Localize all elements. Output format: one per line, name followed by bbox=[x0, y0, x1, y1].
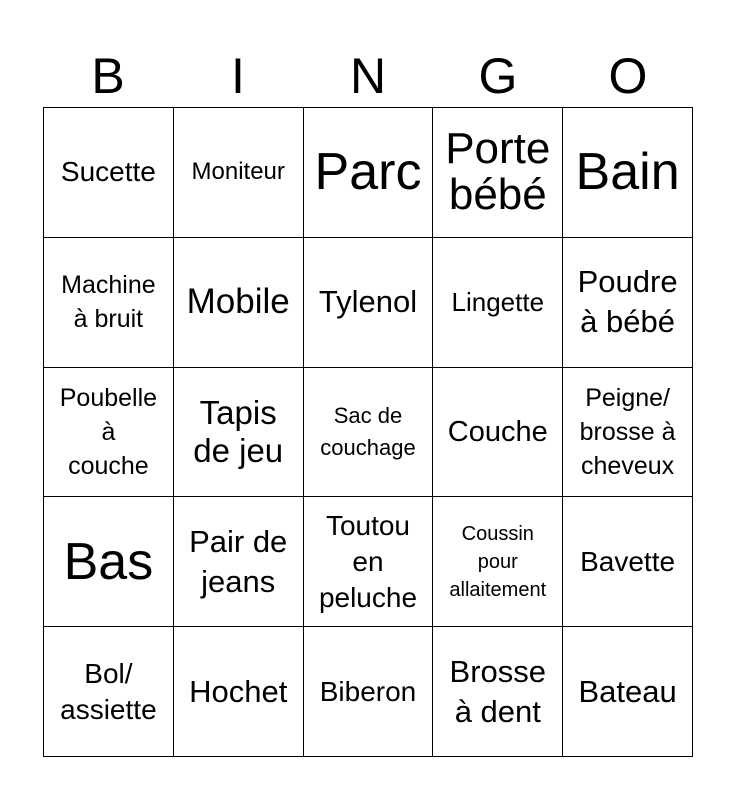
bingo-cell[interactable] bbox=[174, 497, 304, 627]
bingo-cell[interactable] bbox=[44, 497, 174, 627]
bingo-cell[interactable] bbox=[433, 497, 563, 627]
bingo-cell[interactable] bbox=[174, 238, 304, 368]
cell-label: Parc bbox=[314, 143, 422, 202]
bingo-cell[interactable] bbox=[304, 497, 434, 627]
bingo-cell[interactable] bbox=[174, 368, 304, 498]
bingo-cell[interactable] bbox=[563, 108, 693, 238]
cell-label: Bol/ assiette bbox=[60, 657, 157, 725]
bingo-cell[interactable] bbox=[304, 368, 434, 498]
cell-label: Tylenol bbox=[318, 284, 418, 320]
cell-label: Coussin pour allaitement bbox=[449, 522, 547, 601]
bingo-cell[interactable] bbox=[563, 627, 693, 757]
bingo-cell[interactable] bbox=[433, 368, 563, 498]
cell-label: Pair de jeans bbox=[189, 523, 288, 599]
cell-label: Poubelle à couche bbox=[59, 383, 158, 480]
cell-label: Mobile bbox=[186, 282, 290, 322]
bingo-cell[interactable] bbox=[44, 238, 174, 368]
cell-label: Machine à bruit bbox=[61, 271, 156, 334]
cell-label: Couche bbox=[447, 415, 548, 448]
bingo-cell[interactable] bbox=[304, 238, 434, 368]
cell-label: Porte bébé bbox=[445, 124, 551, 220]
cell-label: Toutou en peluche bbox=[318, 509, 418, 613]
cell-label: Bas bbox=[63, 532, 154, 591]
header-letter-b: B bbox=[91, 48, 125, 104]
bingo-cell[interactable] bbox=[174, 108, 304, 238]
cell-label: Brosse à dent bbox=[449, 653, 547, 729]
cell-label: Sucette bbox=[60, 156, 156, 188]
header-letter-i: I bbox=[231, 48, 245, 104]
bingo-cell[interactable] bbox=[433, 108, 563, 238]
header-letter-g: G bbox=[478, 48, 518, 104]
bingo-cell[interactable] bbox=[563, 368, 693, 498]
bingo-board bbox=[43, 107, 693, 757]
bingo-cell[interactable] bbox=[433, 627, 563, 757]
bingo-cell[interactable] bbox=[44, 108, 174, 238]
bingo-cell[interactable] bbox=[44, 368, 174, 498]
cell-label: Biberon bbox=[319, 675, 417, 707]
cell-label: Bain bbox=[575, 143, 680, 202]
cell-label: Poudre à bébé bbox=[577, 264, 678, 340]
bingo-cell[interactable] bbox=[563, 238, 693, 368]
bingo-cell[interactable] bbox=[433, 238, 563, 368]
cell-label: Tapis de jeu bbox=[193, 393, 284, 469]
cell-label: Bateau bbox=[578, 673, 677, 709]
bingo-cell[interactable] bbox=[304, 108, 434, 238]
bingo-cell[interactable] bbox=[304, 627, 434, 757]
cell-label: Moniteur bbox=[191, 158, 285, 186]
header-letter-n: N bbox=[349, 48, 387, 104]
bingo-header bbox=[43, 48, 693, 104]
cell-label: Peigne/ brosse à cheveux bbox=[579, 383, 676, 480]
bingo-cell[interactable] bbox=[44, 627, 174, 757]
cell-label: Bavette bbox=[580, 545, 676, 577]
header-letter-o: O bbox=[608, 48, 648, 104]
bingo-cell[interactable] bbox=[563, 497, 693, 627]
cell-label: Hochet bbox=[189, 673, 288, 709]
cell-label: Lingette bbox=[451, 287, 545, 318]
bingo-cell[interactable] bbox=[174, 627, 304, 757]
cell-label: Sac de couchage bbox=[320, 402, 416, 460]
